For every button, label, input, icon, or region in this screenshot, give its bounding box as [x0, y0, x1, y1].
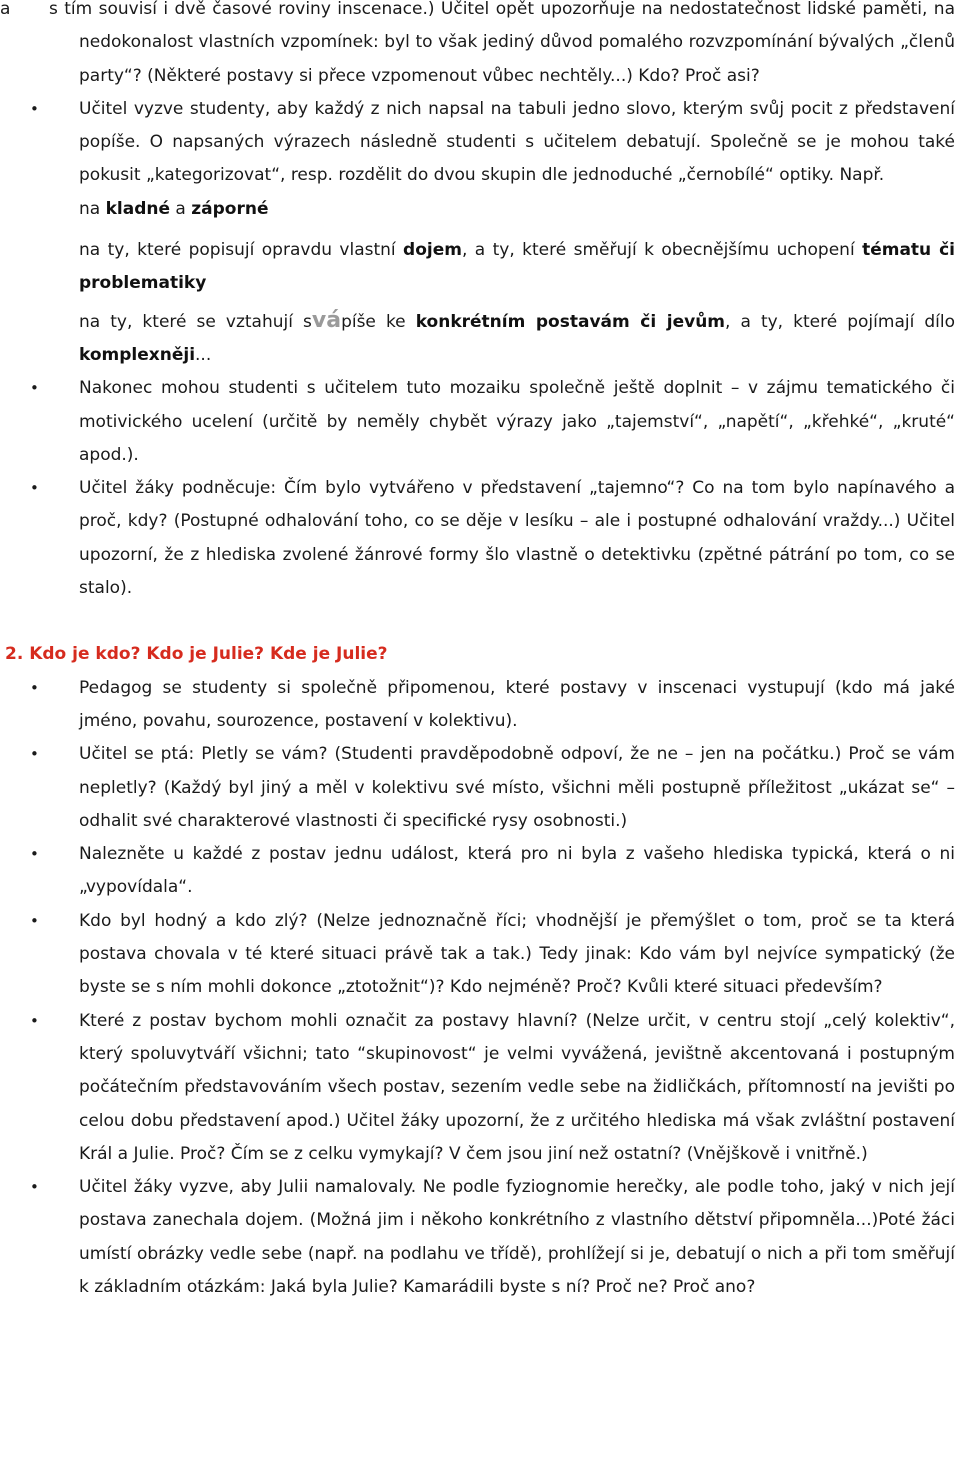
sub-item-bold: kladné: [105, 198, 171, 219]
bullet-icon: •: [30, 911, 39, 930]
sub-item-bold: tématu či problematiky: [79, 240, 955, 294]
list-item-text: Učitel vyzve studenty, aby každý z nich napsal na tabuli jedno slovo, kterým svůj pocit z představení popíše. O napsaných výrazech následně studenti s učitelem debatují. Společně se je mohou také pokusit „kategorizovat“, resp. rozdělit do dvou skupin dle jednoduché „černobílé“ optiky. Např.: [79, 98, 955, 186]
list-item: [0, 472, 960, 605]
sub-item-positive-negative: [0, 193, 960, 226]
list-item: [0, 93, 960, 193]
intro-first-word: a: [0, 0, 11, 19]
list-item-text: Nalezněte u každé z postav jednu událost, která pro ni byla z vašeho hlediska typická, která o ni „vypovídala“.: [79, 844, 955, 898]
bullet-list-2: [0, 372, 960, 605]
list-item-text: Učitel žáky vyzve, aby Julii namalovaly. Ne podle fyziognomie herečky, ale podle toho, jaký v nich její postava zanechala dojem. (Možná jim i někoho konkrétního z vlastního dětství připomněla...)Poté žáci umístí obrázky vedle sebe (např. na podlahu ve třídě), prohlížejí si je, debatují o nich a při tom směřují k základním otázkám: Jaká byla Julie? Kamarádili byste s ní? Proč ne? Proč ano?: [79, 1177, 955, 1297]
bullet-icon: •: [30, 745, 39, 764]
bullet-icon: •: [30, 379, 39, 398]
sub-item-text: ...: [195, 344, 212, 365]
sub-item-concrete-complex: [0, 304, 960, 373]
list-item-text: Učitel žáky podněcuje: Čím bylo vytvářeno v představení „tajemno“? Co na tom bylo napínavého a proč, kdy? (Postupné odhalování toho, co se děje v lesíku – ale i postupné odhalování vraždy...) Učitel upozorní, že z hlediska zvolené žánrové formy šlo vlastně o detektivku (zpětné pátrání po tom, co se stalo).: [79, 478, 955, 599]
bullet-list-3: [0, 672, 960, 1305]
bullet-icon: •: [30, 845, 39, 864]
list-item: [0, 838, 960, 905]
bullet-icon: •: [30, 99, 39, 118]
list-item: [0, 1005, 960, 1171]
sub-item-text: a: [170, 198, 192, 219]
bullet-icon: •: [30, 1011, 39, 1030]
list-item-text: Učitel se ptá: Pletly se vám? (Studenti pravděpodobně odpoví, že ne – jen na počátku.) Proč se vám nepletly? (Každý byl jiný a měl v kolektivu své místo, všichni měli postupně příležitost „ukázat se“ – odhalit své charakterové vlastnosti či specifické rysy osobnosti.): [79, 744, 955, 831]
sub-item-bold: konkrétním postavám či jevům: [415, 311, 726, 332]
list-item-text: Kdo byl hodný a kdo zlý? (Nelze jednoznačně říci; vhodnější je přemýšlet o tom, proč se ta která postava chovala v té které situaci právě tak a tak.) Tedy jinak: Kdo vám byl nejvíce sympatický (že byste se s ním mohli dokonce „ztotožnit“)? Kdo nejméně? Proč? Kvůli které situaci především?: [79, 910, 955, 998]
sub-item-bold: dojem: [403, 240, 462, 261]
bullet-icon: •: [30, 1178, 39, 1197]
list-item-text: Pedagog se studenty si společně připomenou, které postavy v inscenaci vystupují (kdo má jaké jméno, povahu, sourozence, postavení v kolektivu).: [79, 677, 955, 731]
intro-paragraph: [0, 0, 960, 93]
sub-item-bold: komplexněji: [79, 344, 196, 365]
list-item-text: Které z postav bychom mohli označit za postavy hlavní? (Nelze určit, v centru stojí „celý kolektiv“, který spoluvytváří všichni; tato “skupinovost“ je velmi vyvážená, jevištně akcentovaná i postupným počátečním představováním všech postav, sezením vedle sebe na židličkách, přítomností na jevišti po celou dobu představení apod.) Učitel žáky upozorní, že z určitého hlediska má však zvláštní postavení Král a Julie. Proč? Čím se z celku vymykají? V čem jsou jiní než ostatní? (Vnějškově i vnitřně.): [79, 1010, 955, 1164]
sub-item-bold: záporné: [191, 198, 269, 219]
section-heading: 2. Kdo je kdo? Kdo je Julie? Kde je Julie?: [5, 644, 388, 665]
bullet-icon: •: [30, 678, 39, 697]
sub-item-text: na: [79, 198, 106, 219]
list-item: [0, 738, 960, 838]
bullet-list-1: [0, 93, 960, 193]
sub-item-text: na ty, které se vztahují s: [79, 311, 312, 332]
list-item: [0, 1171, 960, 1304]
intro-text: s tím souvisí i dvě časové roviny inscenace.) Učitel opět upozorňuje na nedostatečnost lidské paměti, na nedokonalost vlastních vzpomínek: byl to však jediný důvod pomalého rozvzpomínání bývalých „členů party“? (Některé postavy si přece vzpomenout vůbec nechtěly...) Kdo? Proč asi?: [48, 0, 955, 86]
list-item-text: Nakonec mohou studenti s učitelem tuto mozaiku společně ještě doplnit – v zájmu tematického či motivického ucelení (určitě by neměly chybět výrazy jako „tajemství“, „napětí“, „křehké“, „kruté“ apod.).: [79, 378, 955, 465]
list-item: [0, 905, 960, 1005]
bullet-icon: •: [30, 479, 39, 498]
sub-item-text: , a ty, které pojímají dílo: [725, 311, 955, 332]
list-item: [0, 372, 960, 472]
sub-item-overlay-text: vá: [311, 307, 342, 333]
sub-item-text: na ty, které popisují opravdu vlastní: [79, 240, 404, 261]
sub-item-impression-topic: [0, 234, 960, 301]
sub-item-text: , a ty, které směřují k obecnějšímu uchopení: [461, 240, 863, 261]
list-item: [0, 672, 960, 739]
sub-item-text: píše ke: [341, 311, 416, 332]
